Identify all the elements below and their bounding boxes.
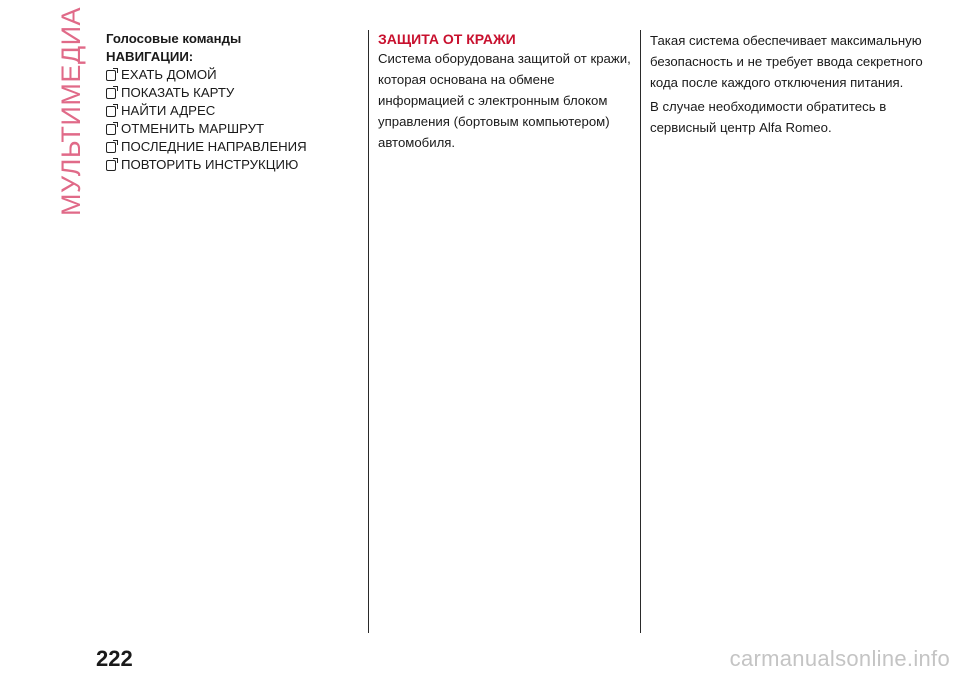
voice-command-icon <box>106 142 116 153</box>
voice-commands-heading: Голосовые команды <box>106 31 242 46</box>
voice-command-icon <box>106 106 116 117</box>
command-label: ЕХАТЬ ДОМОЙ <box>121 67 217 82</box>
voice-commands-column <box>106 30 361 174</box>
command-label: ПОКАЗАТЬ КАРТУ <box>121 85 235 100</box>
command-item <box>106 120 361 138</box>
command-item <box>106 84 361 102</box>
command-item <box>106 102 361 120</box>
page-number: 222 <box>96 646 133 671</box>
command-item <box>106 66 361 84</box>
service-paragraph: В случае необходимости обратитесь в сервисный центр Alfa Romeo. <box>650 99 887 135</box>
command-label: НАЙТИ АДРЕС <box>121 103 216 118</box>
voice-command-icon <box>106 70 116 81</box>
command-item <box>106 156 361 174</box>
navigation-heading: НАВИГАЦИИ: <box>106 49 194 64</box>
voice-command-icon <box>106 160 116 171</box>
anti-theft-title: ЗАЩИТА ОТ КРАЖИ <box>378 31 516 47</box>
section-side-label-text: МУЛЬТИМЕДИА <box>56 6 87 216</box>
voice-command-icon <box>106 88 116 99</box>
section-side-label <box>52 6 92 216</box>
security-info-column <box>650 30 925 141</box>
command-item <box>106 138 361 156</box>
command-label: ОТМЕНИТЬ МАРШРУТ <box>121 121 265 136</box>
voice-command-icon <box>106 124 116 135</box>
anti-theft-paragraph: Система оборудована защитой от кражи, которая основана на обмене информацией с электронным блоком управления (бортовым компьютером) автомобиля. <box>378 51 631 150</box>
column-divider <box>640 30 641 633</box>
command-label: ПОВТОРИТЬ ИНСТРУКЦИЮ <box>121 157 299 172</box>
watermark: carmanualsonline.info <box>729 646 950 671</box>
anti-theft-column <box>378 30 633 156</box>
column-divider <box>368 30 369 633</box>
security-paragraph: Такая система обеспечивает максимальную безопасность и не требует ввода секретного кода после каждого отключения питания. <box>650 33 923 90</box>
command-label: ПОСЛЕДНИЕ НАПРАВЛЕНИЯ <box>121 139 307 154</box>
